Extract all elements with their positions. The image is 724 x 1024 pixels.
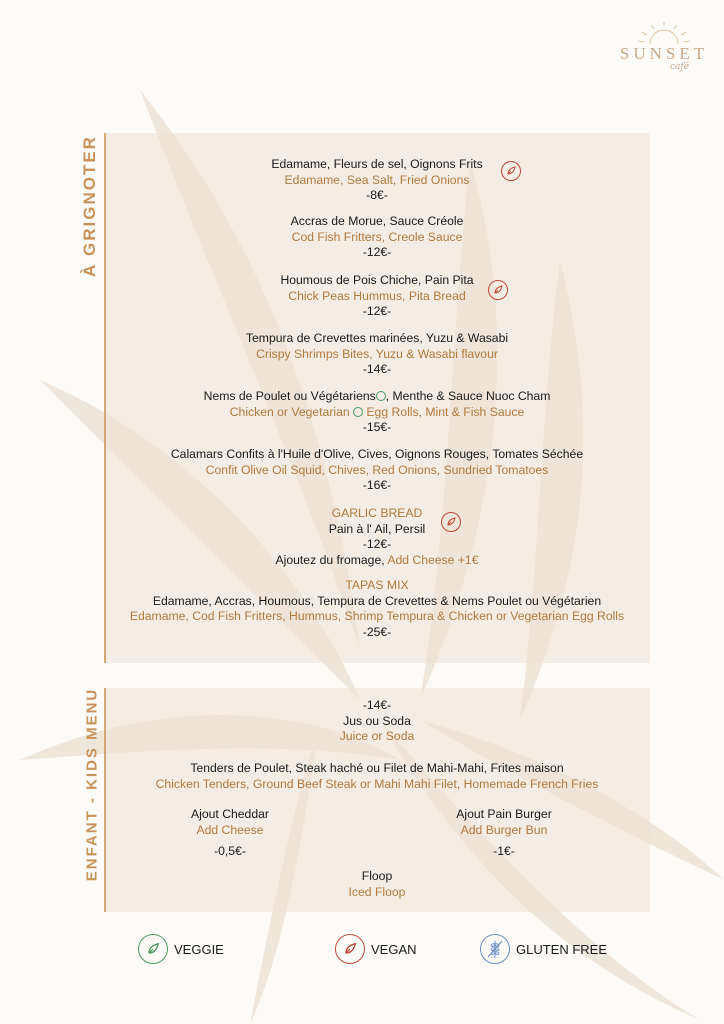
vegan-icon xyxy=(335,934,365,964)
kids-option-fr: Ajout Cheddar xyxy=(191,807,269,821)
item-name-en-part: Chicken or Vegetarian xyxy=(229,404,354,419)
item-name-en xyxy=(104,405,650,421)
legend-gluten-free xyxy=(480,934,620,966)
brand-name: SUNSET xyxy=(619,44,709,63)
kids-dessert-en: Iced Floop xyxy=(348,884,406,899)
veggie-icon xyxy=(138,934,168,964)
item-name-fr: Edamame, Accras, Houmous, Tempura de Crevettes & Nems Poulet ou Végétarien xyxy=(152,593,602,608)
item-name-en: Chick Peas Hummus, Pita Bread xyxy=(288,288,466,303)
menu-item xyxy=(104,157,650,204)
kids-option-en: Add Burger Bun xyxy=(460,822,548,837)
item-title-en: TAPAS MIX xyxy=(345,578,409,592)
vegan-icon xyxy=(501,161,521,181)
item-name-en: Cod Fish Fritters, Creole Sauce xyxy=(291,229,463,244)
grignoter-title: À GRIGNOTER xyxy=(80,135,99,277)
menu-item xyxy=(104,506,650,568)
kids-price: -14€- xyxy=(362,698,392,712)
kids-option-price: -1€- xyxy=(493,844,515,858)
vegan-icon xyxy=(441,512,461,532)
kids-main xyxy=(104,761,650,792)
item-name-en: Edamame, Sea Salt, Fried Onions xyxy=(284,172,470,187)
kids-dessert-fr: Floop xyxy=(361,869,393,883)
menu-item xyxy=(104,389,650,436)
menu-item xyxy=(104,578,650,640)
kids-drink-en: Juice or Soda xyxy=(339,729,415,743)
veggie-icon xyxy=(376,391,386,401)
kids-drink-fr: Jus ou Soda xyxy=(343,713,411,728)
item-name-fr: Houmous de Pois Chiche, Pain Pita xyxy=(280,273,474,287)
legend-label: VEGGIE xyxy=(174,942,224,957)
item-name-fr: Calamars Confits à l'Huile d'Olive, Cives, Oignons Rouges, Tomates Séchée xyxy=(170,447,584,461)
kids-option xyxy=(404,807,604,860)
item-price: -25€- xyxy=(362,624,392,639)
item-name-fr xyxy=(104,389,650,405)
kids-menu xyxy=(104,698,650,745)
brand-logo xyxy=(614,22,714,82)
kids-title: ENFANT - KIDS MENU xyxy=(83,687,101,882)
item-name-en: Confit Olive Oil Squid, Chives, Red Onions, Sundried Tomatoes xyxy=(205,462,549,477)
legend-label: VEGAN xyxy=(371,942,417,957)
kids-option xyxy=(130,807,330,860)
item-name-fr: Tempura de Crevettes marinées, Yuzu & Wasabi xyxy=(245,331,509,345)
kids-option-fr: Ajout Pain Burger xyxy=(456,807,552,821)
kids-dessert xyxy=(104,869,650,900)
menu-item xyxy=(104,273,650,320)
kids-option-en: Add Cheese xyxy=(196,822,264,837)
legend-vegan xyxy=(335,934,455,966)
legend-label: GLUTEN FREE xyxy=(516,942,608,957)
item-name-en: Edamame, Cod Fish Fritters, Hummus, Shrimp Tempura & Chicken or Vegetarian Egg Rolls xyxy=(129,609,625,623)
menu-item xyxy=(104,331,650,378)
item-price: -15€- xyxy=(362,420,392,434)
item-name-fr-part: , Menthe & Sauce Nuoc Cham xyxy=(385,389,551,403)
item-name-fr: Pain à l' Ail, Persil xyxy=(328,521,426,536)
item-title-en: GARLIC BREAD xyxy=(331,506,423,520)
menu-item xyxy=(104,447,650,494)
menu-item xyxy=(104,214,650,261)
item-name-en: Crispy Shrimps Bites, Yuzu & Wasabi flavour xyxy=(256,346,498,361)
kids-option-price: -0,5€- xyxy=(214,844,246,858)
item-name-en-part: Egg Rolls, Mint & Fish Sauce xyxy=(363,404,525,419)
kids-main-fr: Tenders de Poulet, Steak haché ou Filet de Mahi-Mahi, Frites maison xyxy=(190,761,564,775)
item-price: -16€- xyxy=(362,478,392,492)
item-price: -8€- xyxy=(366,188,388,202)
item-price: -14€- xyxy=(362,362,392,376)
item-name-fr-part: Nems de Poulet ou Végétariens xyxy=(203,389,376,403)
item-extra-en: Add Cheese +1€ xyxy=(387,552,479,567)
vegan-icon xyxy=(488,280,508,300)
item-name-fr: Accras de Morue, Sauce Créole xyxy=(290,214,464,228)
item-price: -12€- xyxy=(362,304,392,318)
item-price: -12€- xyxy=(362,537,392,551)
kids-main-en: Chicken Tenders, Ground Beef Steak or Mahi Mahi Filet, Homemade French Fries xyxy=(155,776,599,791)
item-price: -12€- xyxy=(362,245,392,259)
item-extra-fr: Ajoutez du fromage, xyxy=(275,552,388,567)
legend-veggie xyxy=(138,934,258,966)
veggie-icon xyxy=(353,407,363,417)
item-extra xyxy=(104,553,650,569)
brand-sub: café xyxy=(670,62,690,72)
wheat-icon xyxy=(480,934,510,964)
item-name-fr: Edamame, Fleurs de sel, Oignons Frits xyxy=(271,157,483,171)
